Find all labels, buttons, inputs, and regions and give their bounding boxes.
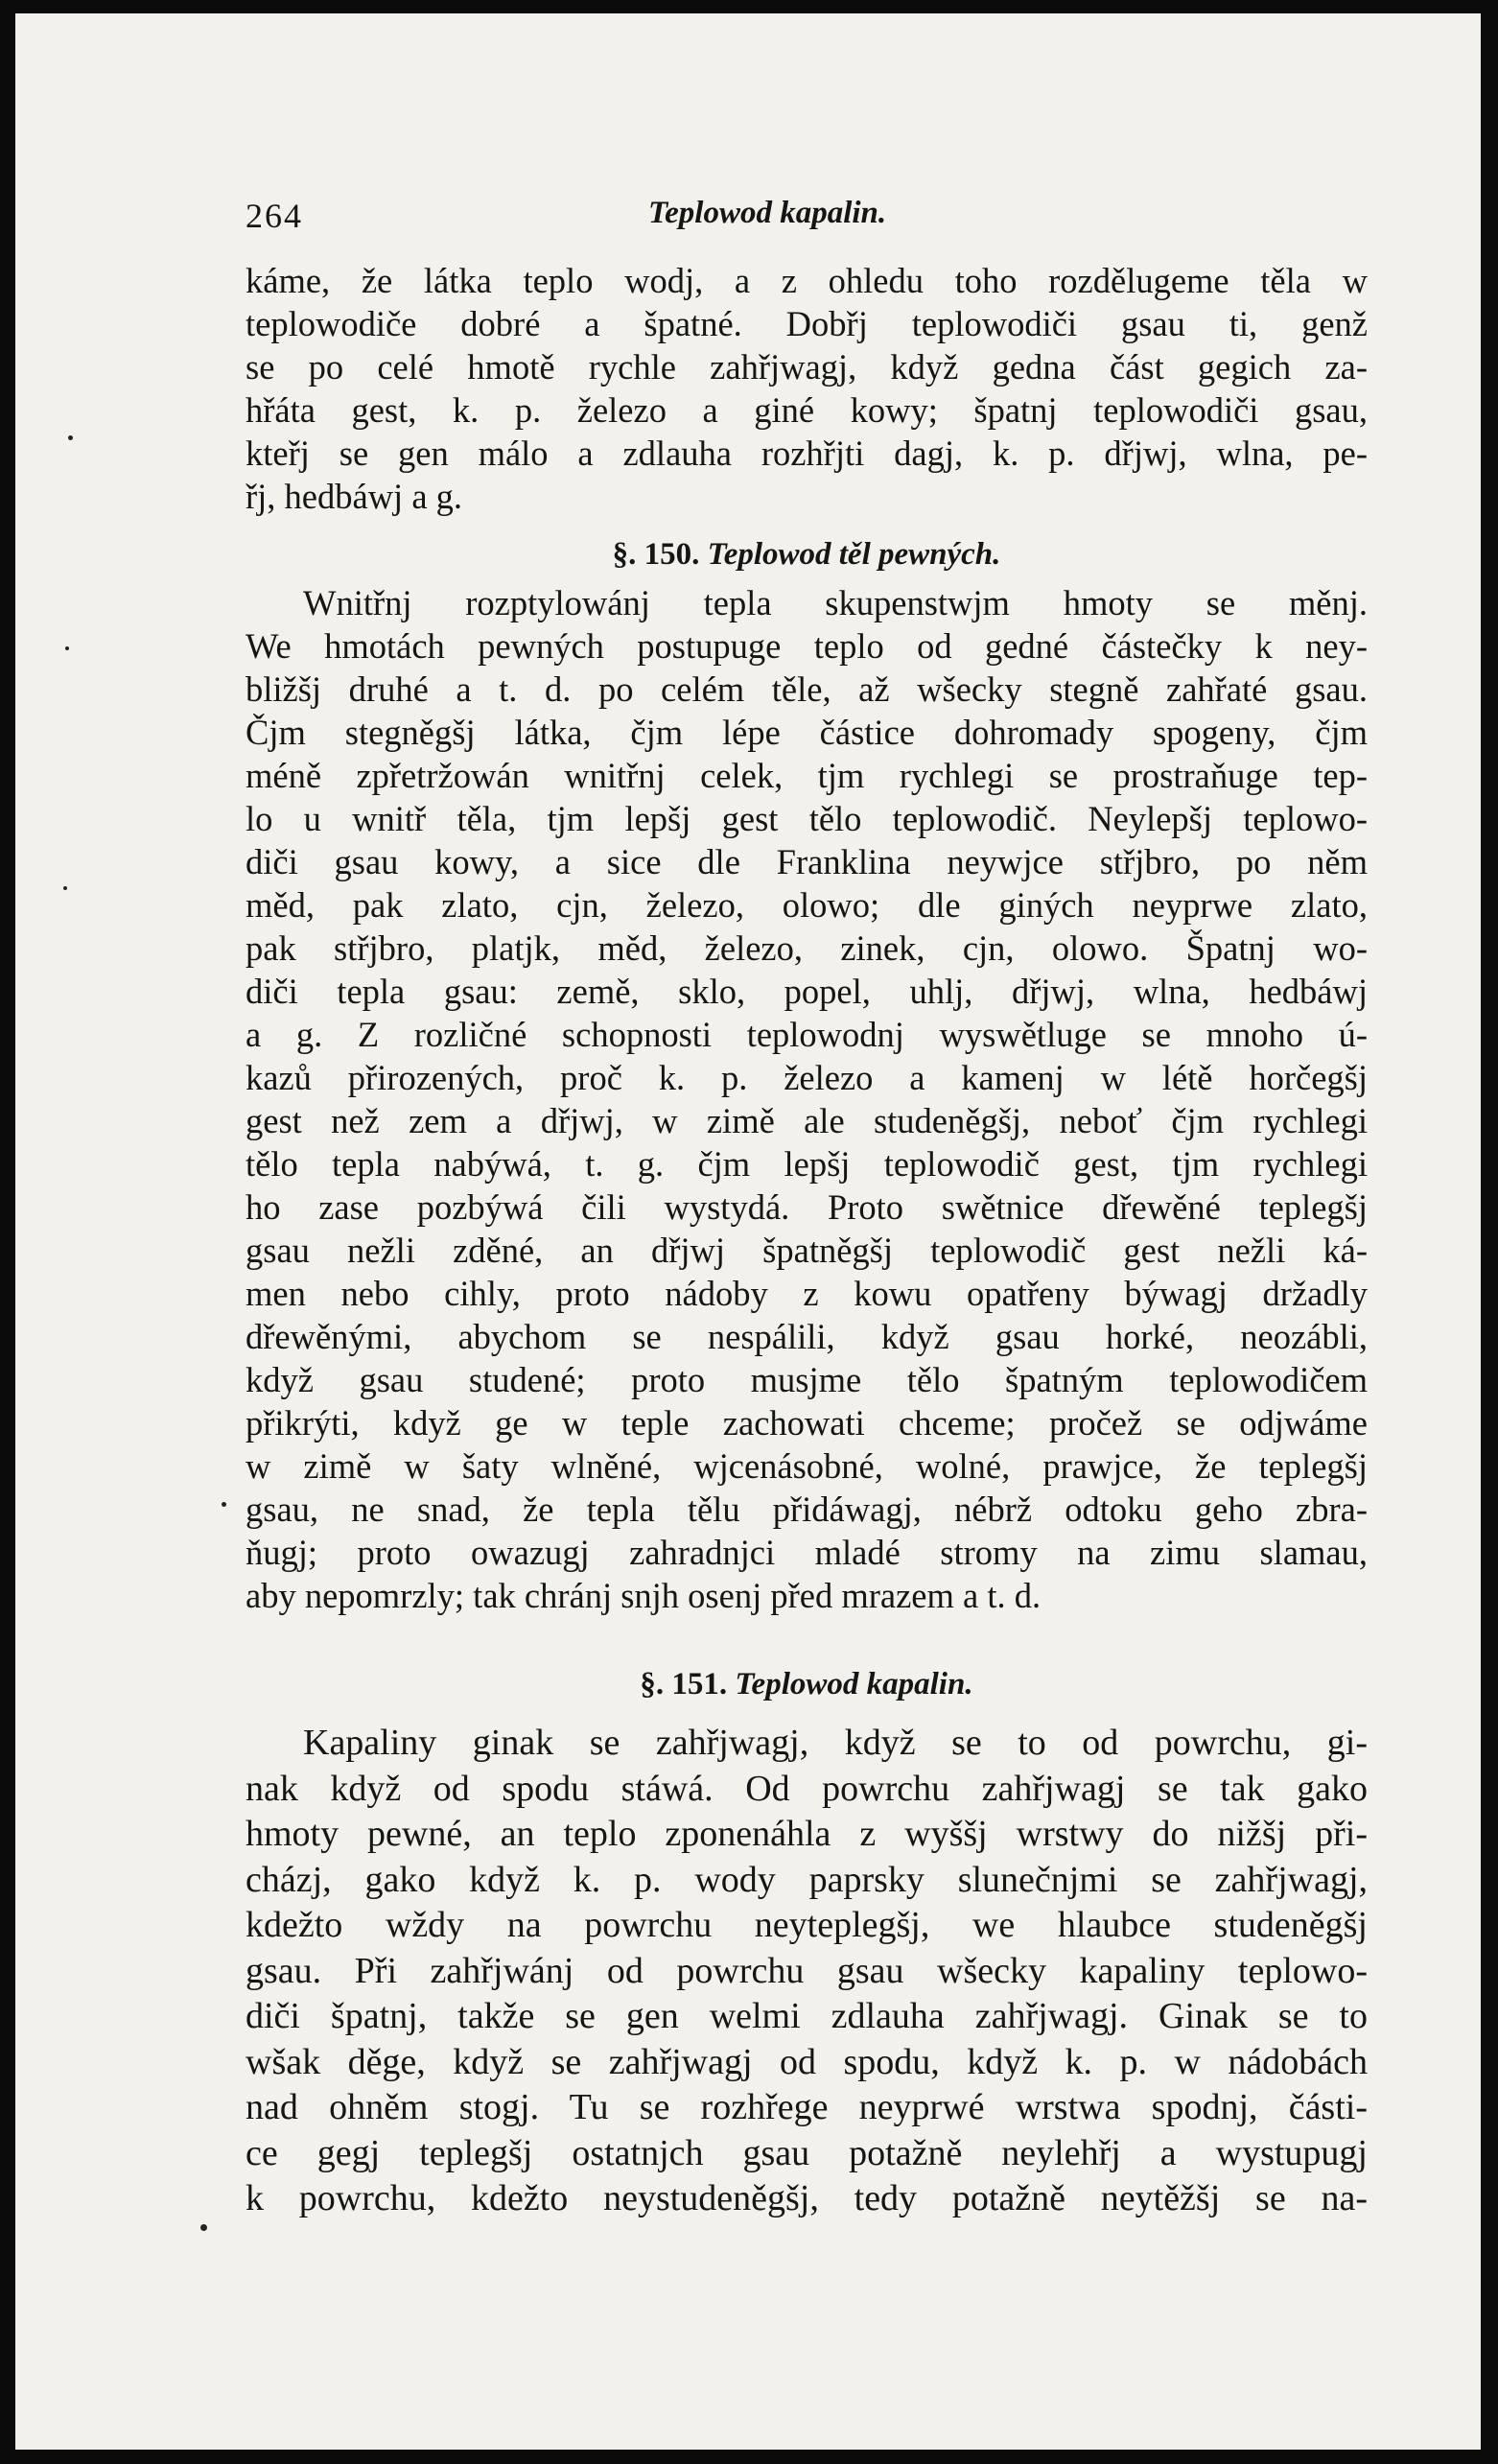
text-line: w zimě w šaty wlněné, wjcenásobné, wolné, prawjce, že teplegšj: [246, 1446, 1368, 1486]
text-line: wšak děge, když se zahřjwagj od spodu, když k. p. w nádobách: [246, 2041, 1368, 2082]
text-line: teplowodiče dobré a špatné. Dobřj teplowodiči gsau ti, genž: [246, 304, 1368, 343]
print-speck: [200, 2224, 207, 2231]
text-line: když gsau studené; proto musjme tělo špatným teplowodičem: [246, 1360, 1368, 1399]
text-line: řj, hedbáwj a g.: [246, 477, 463, 516]
running-title: Teplowod kapalin.: [648, 196, 887, 230]
text-line: cházj, gako když k. p. wody paprsky slunečnjmi se zahřjwagj,: [246, 1859, 1368, 1900]
text-line: a g. Z rozličné schopnosti teplowodnj wyswětluge se mnoho ú-: [246, 1015, 1368, 1054]
paragraph-2: [246, 581, 1368, 1617]
text-line: tělo tepla nabýwá, t. g. čjm lepšj teplowodič gest, tjm rychlegi: [246, 1144, 1368, 1184]
paragraph-1: [246, 259, 1368, 518]
section-title: Teplowod kapalin.: [735, 1667, 973, 1701]
print-speck: [65, 646, 69, 650]
text-line: kteřj se gen málo a zdlauha rozhřjti dagj, k. p. dřjwj, wlna, pe-: [246, 434, 1368, 473]
text-line: ce gegj teplegšj ostatnjch gsau potažně neylehřj a wystupugj: [246, 2132, 1368, 2173]
text-line: hmoty pewné, an teplo zponenáhla z wyššj wrstwy do nižšj při-: [246, 1814, 1368, 1854]
paragraph-3: [246, 1721, 1368, 2222]
print-speck: [68, 435, 73, 440]
text-line: Kapaliny ginak se zahřjwagj, když se to od powrchu, gi-: [303, 1723, 1368, 1763]
text-line: gest než zem a dřjwj, w zimě ale studeněgšj, neboť čjm rychlegi: [246, 1101, 1368, 1140]
print-speck: [222, 1502, 226, 1507]
text-line: Čjm stegněgšj látka, čjm lépe částice dohromady spogeny, čjm: [246, 713, 1368, 752]
text-line: bližšj druhé a t. d. po celém těle, až wšecky stegně zahřaté gsau.: [246, 669, 1368, 709]
text-line: ho zase pozbýwá čili wystydá. Proto swětnice dřewěné teplegšj: [246, 1187, 1368, 1227]
text-line: kazů přirozených, proč k. p. železo a kamenj w létě horčegšj: [246, 1058, 1368, 1097]
text-line: méně zpřetržowán wnitřnj celek, tjm rychlegi se prostraňuge tep-: [246, 756, 1368, 795]
section-number: §. 151.: [640, 1667, 728, 1701]
text-block: [246, 196, 1368, 2222]
text-line: přikrýti, když ge w teple zachowati chceme; pročež se odjwáme: [246, 1403, 1368, 1443]
text-line: dřewěnými, abychom se nespálili, když gsau horké, neozábli,: [246, 1317, 1368, 1356]
text-line: Wnitřnj rozptylowánj tepla skupenstwjm hmoty se měnj.: [303, 583, 1368, 622]
page-number: 264: [246, 197, 303, 235]
text-line: gsau. Při zahřjwánj od powrchu gsau wšecky kapaliny teplowo-: [246, 1950, 1368, 1991]
text-line: We hmotách pewných postupuge teplo od gedné částečky k ney-: [246, 626, 1368, 666]
text-line: men nebo cihly, proto nádoby z kowu opatřeny býwagj držadly: [246, 1274, 1368, 1313]
text-line: nak když od spodu stáwá. Od powrchu zahřjwagj se tak gako: [246, 1768, 1368, 1809]
text-line: gsau, ne snad, že tepla tělu přidáwagj, nébrž odtoku geho zbra-: [246, 1490, 1368, 1529]
text-line: diči tepla gsau: země, sklo, popel, uhlj, dřjwj, wlna, hedbáwj: [246, 972, 1368, 1011]
text-line: měd, pak zlato, cjn, železo, olowo; dle giných neyprwe zlato,: [246, 885, 1368, 925]
text-line: se po celé hmotě rychle zahřjwagj, když gedna část gegich za-: [246, 347, 1368, 387]
text-line: diči gsau kowy, a sice dle Franklina neywjce střjbro, po něm: [246, 842, 1368, 881]
section-heading-150: [246, 529, 1368, 579]
text-line: káme, že látka teplo wodj, a z ohledu toho rozdělugeme těla w: [246, 261, 1368, 300]
text-line: pak střjbro, platjk, měd, železo, zinek, cjn, olowo. Špatnj wo-: [246, 928, 1368, 968]
text-line: kdežto wždy na powrchu neyteplegšj, we hlaubce studeněgšj: [246, 1905, 1368, 1945]
text-line: hřáta gest, k. p. železo a giné kowy; špatnj teplowodiči gsau,: [246, 390, 1368, 430]
text-line: gsau nežli zděné, an dřjwj špatněgšj teplowodič gest nežli ká-: [246, 1231, 1368, 1270]
section-heading-151: [246, 1655, 1368, 1713]
page-header: [246, 196, 1368, 244]
text-line: diči špatnj, takže se gen welmi zdlauha zahřjwagj. Ginak se to: [246, 1996, 1368, 2036]
book-page: [15, 13, 1481, 2450]
text-line: aby nepomrzly; tak chránj snjh osenj před mrazem a t. d.: [246, 1576, 1042, 1615]
text-line: k powrchu, kdežto neystudeněgšj, tedy potažně neytěžšj se na-: [246, 2178, 1368, 2218]
section-title: Teplowod těl pewných.: [707, 537, 1001, 572]
print-speck: [63, 886, 67, 890]
text-line: lo u wnitř těla, tjm lepšj gest tělo teplowodič. Neylepšj teplowo-: [246, 799, 1368, 838]
section-number: §. 150.: [612, 537, 700, 572]
text-line: nad ohněm stogj. Tu se rozhřege neyprwé wrstwa spodnj, části-: [246, 2087, 1368, 2127]
text-line: ňugj; proto owazugj zahradnjci mladé stromy na zimu slamau,: [246, 1533, 1368, 1572]
